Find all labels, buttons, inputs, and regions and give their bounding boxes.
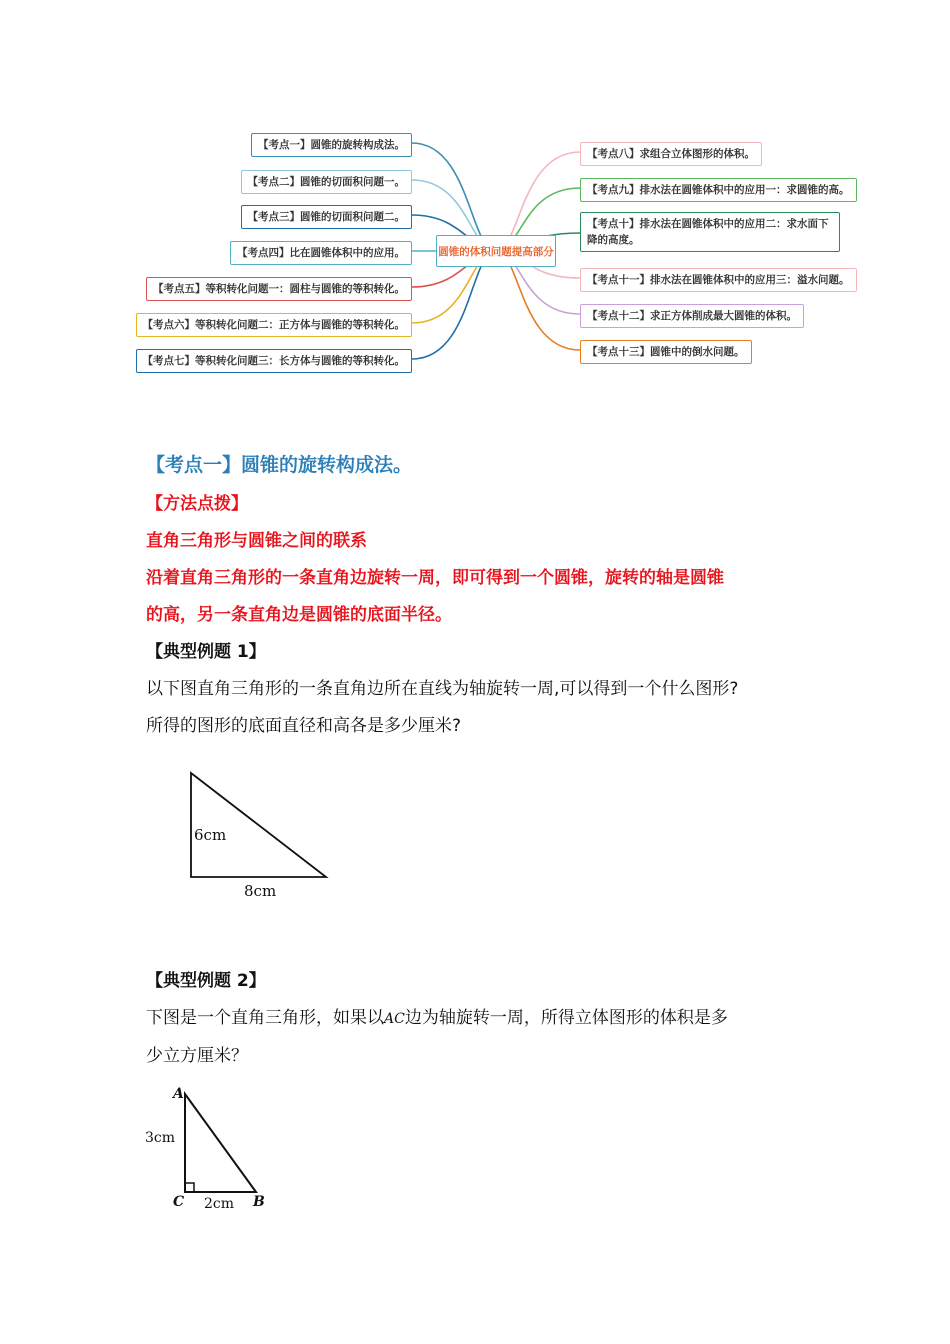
mind-map-node-13: 【考点十三】圆锥中的倒水问题。 bbox=[580, 340, 752, 364]
vertex-b-label: B bbox=[253, 1194, 265, 1210]
example2-line-1 bbox=[146, 1000, 846, 1038]
side-cb-label: 2cm bbox=[204, 1196, 235, 1212]
example2-triangle-figure bbox=[140, 1080, 280, 1215]
example2-line-2: 少立方厘米？ bbox=[146, 1046, 248, 1066]
mind-map-node-9: 【考点九】排水法在圆锥体积中的应用一：求圆锥的高。 bbox=[580, 178, 857, 202]
side-vertical-label: 6cm bbox=[194, 826, 227, 844]
mind-map-node-1: 【考点一】圆锥的旋转构成法。 bbox=[251, 133, 412, 157]
mind-map-node-6: 【考点六】等积转化问题二：正方体与圆锥的等积转化。 bbox=[136, 313, 413, 337]
vertex-c-label: C bbox=[173, 1194, 185, 1210]
connector-7 bbox=[412, 251, 496, 359]
example2-text-before: 下图是一个直角三角形，如果以 bbox=[146, 1008, 384, 1028]
method-heading: 【方法点拨】 bbox=[146, 494, 248, 514]
mind-map-node-3: 【考点三】圆锥的切面积问题二。 bbox=[241, 205, 413, 229]
method-text-line-2: 的高，另一条直角边是圆锥的底面半径。 bbox=[146, 605, 452, 625]
example2-heading: 【典型例题 2】 bbox=[146, 971, 266, 991]
side-horizontal-label: 8cm bbox=[244, 882, 277, 900]
method-subtitle: 直角三角形与圆锥之间的联系 bbox=[146, 531, 367, 551]
mind-map bbox=[0, 0, 950, 400]
right-angle-marker bbox=[185, 1183, 194, 1192]
mind-map-center: 圆锥的体积问题提高部分 bbox=[436, 235, 556, 267]
example2-text-after: 边为轴旋转一周，所得立体图形的体积是多 bbox=[404, 1008, 728, 1028]
mind-map-node-2: 【考点二】圆锥的切面积问题一。 bbox=[241, 170, 413, 194]
mind-map-node-10: 【考点十】排水法在圆锥体积中的应用二：求水面下降的高度。 bbox=[580, 212, 840, 252]
vertex-a-label: A bbox=[173, 1086, 184, 1102]
example1-heading: 【典型例题 1】 bbox=[146, 642, 266, 662]
mind-map-node-4: 【考点四】比在圆锥体积中的应用。 bbox=[230, 241, 412, 265]
example2-variable-ac: AC bbox=[384, 1011, 405, 1027]
mind-map-node-7: 【考点七】等积转化问题三：长方体与圆锥的等积转化。 bbox=[136, 349, 413, 373]
mind-map-node-5: 【考点五】等积转化问题一：圆柱与圆锥的等积转化。 bbox=[146, 277, 412, 301]
section-title: 【考点一】圆锥的旋转构成法。 bbox=[146, 454, 413, 476]
example1-triangle-figure bbox=[180, 765, 340, 905]
triangle-shape bbox=[191, 773, 326, 877]
example1-line-1: 以下图直角三角形的一条直角边所在直线为轴旋转一周,可以得到一个什么图形? bbox=[146, 679, 739, 699]
method-text-line-1: 沿着直角三角形的一条直角边旋转一周，即可得到一个圆锥，旋转的轴是圆锥 bbox=[146, 568, 724, 588]
mind-map-node-8: 【考点八】求组合立体图形的体积。 bbox=[580, 142, 762, 166]
example1-line-2: 所得的图形的底面直径和高各是多少厘米? bbox=[146, 716, 462, 736]
example2-block bbox=[146, 963, 846, 1075]
mind-map-node-11: 【考点十一】排水法在圆锥体积中的应用三：溢水问题。 bbox=[580, 268, 857, 292]
document-body bbox=[146, 448, 846, 745]
side-ac-label: 3cm bbox=[145, 1130, 176, 1146]
triangle-abc-shape bbox=[185, 1094, 256, 1192]
mind-map-node-12: 【考点十二】求正方体削成最大圆锥的体积。 bbox=[580, 304, 804, 328]
